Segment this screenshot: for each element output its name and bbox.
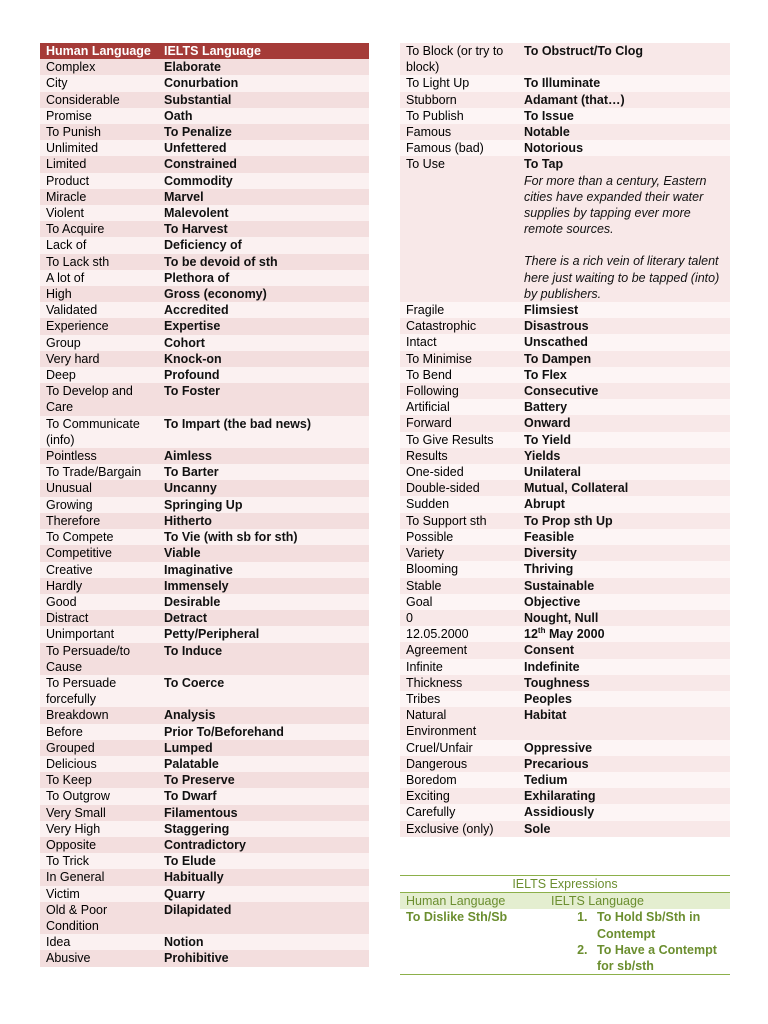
human-language-cell: Creative [40,562,158,578]
human-language-cell: Hardly [40,578,158,594]
table-row [400,545,730,561]
ielts-language-cell: To Coerce [158,675,369,707]
human-language-cell: Fragile [400,302,518,318]
table-row [40,724,369,740]
table-row [40,594,369,610]
ielts-language-cell: Hitherto [158,513,369,529]
ielts-language-cell: Expertise [158,318,369,334]
header-ielts-language: IELTS Language [158,43,369,59]
human-language-cell: Unusual [40,480,158,496]
table-row [40,626,369,642]
table-row [40,950,369,966]
header-human-language: Human Language [40,43,158,59]
human-language-cell: Victim [40,886,158,902]
table-row [40,270,369,286]
table-row [40,59,369,75]
ielts-language-cell: To Issue [518,108,730,124]
table-row [40,286,369,302]
expressions-header-ielts: IELTS Language [545,893,730,910]
human-language-cell: Good [40,594,158,610]
human-language-cell: Very High [40,821,158,837]
human-language-cell: City [40,75,158,91]
date-rest: May 2000 [545,627,605,642]
human-language-cell: To Keep [40,772,158,788]
human-language-cell: Agreement [400,642,518,658]
table-row [400,383,730,399]
ielts-language-cell: Mutual, Collateral [518,480,730,496]
table-row [40,140,369,156]
ielts-language-cell: Indefinite [518,659,730,675]
table-row [400,513,730,529]
table-row [400,496,730,512]
ielts-language-cell: Nought, Null [518,610,730,626]
human-language-cell: Blooming [400,561,518,577]
table-row [40,480,369,496]
ielts-language-cell: Plethora of [158,270,369,286]
human-language-cell: To Persuade forcefully [40,675,158,707]
human-language-cell: Product [40,173,158,189]
expressions-human: To Dislike Sth/Sb [400,909,545,974]
table-row [400,351,730,367]
human-language-cell: Carefully [400,804,518,820]
table-row [400,691,730,707]
ielts-language-cell: Unscathed [518,334,730,350]
ielts-language-cell: Detract [158,610,369,626]
table-row [40,108,369,124]
table-row [400,334,730,350]
human-language-cell: Tribes [400,691,518,707]
table-row [400,108,730,124]
table-row [40,756,369,772]
ielts-language-cell: Quarry [158,886,369,902]
table-row [40,237,369,253]
table-header-row [40,43,369,59]
table-row [40,448,369,464]
ielts-language-cell: Knock-on [158,351,369,367]
human-language-cell: Considerable [40,92,158,108]
ielts-language-cell: Imaginative [158,562,369,578]
table-row [400,464,730,480]
human-language-cell: Lack of [40,237,158,253]
ielts-language-cell: Disastrous [518,318,730,334]
ielts-language-cell: Exhilarating [518,788,730,804]
expressions-row [400,909,730,974]
human-language-cell: Grouped [40,740,158,756]
ielts-language-cell: Desirable [158,594,369,610]
human-language-cell: Artificial [400,399,518,415]
table-row [400,642,730,658]
table-row [40,853,369,869]
table-row [400,415,730,431]
human-language-cell: Thickness [400,675,518,691]
table-row [400,659,730,675]
table-row [400,756,730,772]
table-row [400,772,730,788]
ielts-language-cell: Conurbation [158,75,369,91]
ielts-language-cell: Viable [158,545,369,561]
table-row-to-use [400,156,730,302]
human-language-cell: Idea [40,934,158,950]
human-language-cell: Distract [40,610,158,626]
table-row [40,837,369,853]
human-language-cell: To Lack sth [40,254,158,270]
expressions-list [545,909,730,974]
ielts-language-cell: Tedium [518,772,730,788]
ielts-language-cell: To Elude [158,853,369,869]
table-row [400,480,730,496]
human-language-cell: Goal [400,594,518,610]
human-language-cell: To Light Up [400,75,518,91]
human-language-cell: To Minimise [400,351,518,367]
ielts-language-cell: To Illuminate [518,75,730,91]
table-row [40,318,369,334]
table-row [40,821,369,837]
table-row [40,75,369,91]
table-row [400,43,730,75]
expressions-title: IELTS Expressions [400,876,730,893]
table-row [400,821,730,837]
human-language-cell: Possible [400,529,518,545]
human-language-cell: To Develop and Care [40,383,158,415]
ielts-language-cell [518,626,730,642]
ielts-language-cell: Profound [158,367,369,383]
table-row [400,740,730,756]
human-language-cell: Variety [400,545,518,561]
ielts-language-cell: To Dwarf [158,788,369,804]
table-row [400,594,730,610]
human-language-cell: To Block (or try to block) [400,43,518,75]
ielts-language-cell: Aimless [158,448,369,464]
human-language-cell: To Trade/Bargain [40,464,158,480]
ielts-language-cell: Habitat [518,707,730,739]
table-row-date [400,626,730,642]
ielts-language-cell: To Vie (with sb for sth) [158,529,369,545]
human-language-cell: Infinite [400,659,518,675]
table-row [400,92,730,108]
ielts-language-cell: Notable [518,124,730,140]
human-language-cell: Validated [40,302,158,318]
human-language-cell: Promise [40,108,158,124]
table-row [40,886,369,902]
table-row [40,221,369,237]
ielts-language-cell: Oppressive [518,740,730,756]
human-language-cell: One-sided [400,464,518,480]
human-language-cell: To Trick [40,853,158,869]
date-day: 12 [524,627,538,642]
table-row [40,254,369,270]
ielts-language-cell: Uncanny [158,480,369,496]
human-language-cell: Famous [400,124,518,140]
table-row [40,92,369,108]
table-row [40,772,369,788]
ielts-language-cell: To Yield [518,432,730,448]
right-vocab-table [400,43,730,837]
table-row [400,804,730,820]
table-row [40,464,369,480]
ielts-language-cell: Petty/Peripheral [158,626,369,642]
table-row [400,788,730,804]
ielts-language-cell: Immensely [158,578,369,594]
human-language-cell: Opposite [40,837,158,853]
ielts-language-cell: Precarious [518,756,730,772]
human-language-cell: Boredom [400,772,518,788]
ielts-language-cell: Flimsiest [518,302,730,318]
table-row [400,140,730,156]
expressions-header-row [400,893,730,910]
human-language-cell: Dangerous [400,756,518,772]
human-language-cell: Double-sided [400,480,518,496]
right-table-body [400,43,730,837]
table-row [400,675,730,691]
table-row [40,707,369,723]
ielts-language-cell: Assidiously [518,804,730,820]
table-row [400,124,730,140]
table-row [40,189,369,205]
ielts-language-cell: To Induce [158,643,369,675]
human-language-cell: Abusive [40,950,158,966]
human-language-cell: To Acquire [40,221,158,237]
human-language-cell: Old & Poor Condition [40,902,158,934]
expressions-header-human: Human Language [400,893,545,910]
ielts-language-cell: Filamentous [158,805,369,821]
ielts-language-cell: To Impart (the bad news) [158,416,369,448]
table-row [400,367,730,383]
human-language-cell: 12.05.2000 [400,626,518,642]
ielts-language-cell: Lumped [158,740,369,756]
human-language-cell: Group [40,335,158,351]
ielts-language-cell: To be devoid of sth [158,254,369,270]
table-row [40,302,369,318]
ielts-language-cell: Adamant (that…) [518,92,730,108]
human-language-cell: In General [40,869,158,885]
ielts-language-cell: Habitually [158,869,369,885]
human-language-cell: Before [40,724,158,740]
ielts-language-cell: To Obstruct/To Clog [518,43,730,75]
ielts-language-cell: To Prop sth Up [518,513,730,529]
ielts-language-cell: Dilapidated [158,902,369,934]
ielts-language-cell: Sustainable [518,578,730,594]
human-language-cell: Very hard [40,351,158,367]
date-ordinal-suffix: th [537,625,546,635]
human-language-cell: A lot of [40,270,158,286]
table-row [400,707,730,739]
human-language-cell: Very Small [40,805,158,821]
table-row [400,432,730,448]
human-language-cell: Limited [40,156,158,172]
table-row [40,805,369,821]
ielts-language-cell: To Foster [158,383,369,415]
ielts-language-cell: Analysis [158,707,369,723]
table-row [40,902,369,934]
table-row [40,383,369,415]
human-language-cell: Natural Environment [400,707,518,739]
table-row [40,578,369,594]
table-row [400,75,730,91]
human-language-cell: Unlimited [40,140,158,156]
human-language-cell: To Give Results [400,432,518,448]
human-language-cell: Experience [40,318,158,334]
human-language-cell: Following [400,383,518,399]
human-language-cell: To Communicate (info) [40,416,158,448]
ielts-language-cell: To Penalize [158,124,369,140]
ielts-language-cell: Palatable [158,756,369,772]
human-language-cell: Intact [400,334,518,350]
human-language-cell: To Outgrow [40,788,158,804]
table-row [40,675,369,707]
table-row [40,740,369,756]
ielts-language-cell: Notorious [518,140,730,156]
human-language-cell: Delicious [40,756,158,772]
usage-example: For more than a century, Eastern cities have expanded their water supplies by tapping ever more remote sources. [524,173,707,237]
ielts-language-cell: Feasible [518,529,730,545]
ielts-language-cell: Battery [518,399,730,415]
ielts-language-cell: To Dampen [518,351,730,367]
human-language-cell: Exciting [400,788,518,804]
ielts-language-cell: Consecutive [518,383,730,399]
human-language-cell: Stable [400,578,518,594]
table-row [40,173,369,189]
human-language-cell: Sudden [400,496,518,512]
table-row [40,513,369,529]
ielts-language-cell: Staggering [158,821,369,837]
ielts-language-cell: Substantial [158,92,369,108]
human-language-cell: Violent [40,205,158,221]
table-row [40,545,369,561]
ielts-language-cell: Deficiency of [158,237,369,253]
ielts-language-cell: Consent [518,642,730,658]
human-language-cell: Competitive [40,545,158,561]
ielts-language-cell: Yields [518,448,730,464]
ielts-language-cell: Abrupt [518,496,730,512]
table-row [400,578,730,594]
human-language-cell: To Publish [400,108,518,124]
ielts-language-cell: Unfettered [158,140,369,156]
human-language-cell: To Compete [40,529,158,545]
human-language-cell: Catastrophic [400,318,518,334]
table-row [40,156,369,172]
usage-example: There is a rich vein of literary talent here just waiting to be tapped (into) by publishers. [524,254,720,301]
human-language-cell: Pointless [40,448,158,464]
table-row [400,561,730,577]
table-row [400,529,730,545]
expressions-item: 1. To Hold Sb/Sth in Contempt [591,909,730,941]
expressions-item: 2. To Have a Contempt for sb/sth [591,942,730,974]
ielts-language-cell: To Preserve [158,772,369,788]
table-row [40,124,369,140]
ielts-language-cell: Constrained [158,156,369,172]
ielts-language-cell [518,156,730,302]
human-language-cell: To Use [400,156,518,302]
ielts-language-cell: Notion [158,934,369,950]
human-language-cell: Therefore [40,513,158,529]
ielts-language-cell: Oath [158,108,369,124]
table-row [40,497,369,513]
ielts-language-cell: Springing Up [158,497,369,513]
table-row [400,302,730,318]
table-row [40,610,369,626]
human-language-cell: Breakdown [40,707,158,723]
human-language-cell: Stubborn [400,92,518,108]
table-row [400,318,730,334]
human-language-cell: Miracle [40,189,158,205]
human-language-cell: Famous (bad) [400,140,518,156]
table-row [40,788,369,804]
table-row [40,934,369,950]
left-vocab-table [40,43,369,967]
ielts-expressions-table [400,875,730,975]
expressions-title-row [400,876,730,893]
table-row [40,869,369,885]
human-language-cell: Unimportant [40,626,158,642]
ielts-language-cell: Accredited [158,302,369,318]
table-row [400,399,730,415]
ielts-language-cell: Sole [518,821,730,837]
ielts-language-cell: Malevolent [158,205,369,221]
human-language-cell: High [40,286,158,302]
table-row [400,448,730,464]
table-row [40,562,369,578]
table-row [40,643,369,675]
ielts-language-cell: Commodity [158,173,369,189]
ielts-language-cell: Onward [518,415,730,431]
human-language-cell: To Persuade/to Cause [40,643,158,675]
ielts-language-cell: Marvel [158,189,369,205]
ielts-word: To Tap [524,157,564,172]
human-language-cell: Growing [40,497,158,513]
table-row [40,205,369,221]
ielts-language-cell: Toughness [518,675,730,691]
human-language-cell: To Bend [400,367,518,383]
ielts-language-cell: Elaborate [158,59,369,75]
ielts-language-cell: Unilateral [518,464,730,480]
ielts-language-cell: Objective [518,594,730,610]
ielts-language-cell: Prohibitive [158,950,369,966]
ielts-language-cell: Prior To/Beforehand [158,724,369,740]
ielts-language-cell: Thriving [518,561,730,577]
ielts-language-cell: To Barter [158,464,369,480]
ielts-language-cell: Peoples [518,691,730,707]
table-row [40,367,369,383]
human-language-cell: Forward [400,415,518,431]
table-row [400,610,730,626]
ielts-language-cell: Diversity [518,545,730,561]
ielts-language-cell: To Harvest [158,221,369,237]
human-language-cell: To Punish [40,124,158,140]
human-language-cell: Complex [40,59,158,75]
human-language-cell: To Support sth [400,513,518,529]
table-row [40,351,369,367]
human-language-cell: Cruel/Unfair [400,740,518,756]
human-language-cell: 0 [400,610,518,626]
ielts-language-cell: Contradictory [158,837,369,853]
table-row [40,529,369,545]
table-row [40,416,369,448]
ielts-language-cell: To Flex [518,367,730,383]
human-language-cell: Deep [40,367,158,383]
ielts-language-cell: Gross (economy) [158,286,369,302]
human-language-cell: Results [400,448,518,464]
expressions-ielts-cell [545,909,730,974]
table-row [40,335,369,351]
human-language-cell: Exclusive (only) [400,821,518,837]
ielts-language-cell: Cohort [158,335,369,351]
